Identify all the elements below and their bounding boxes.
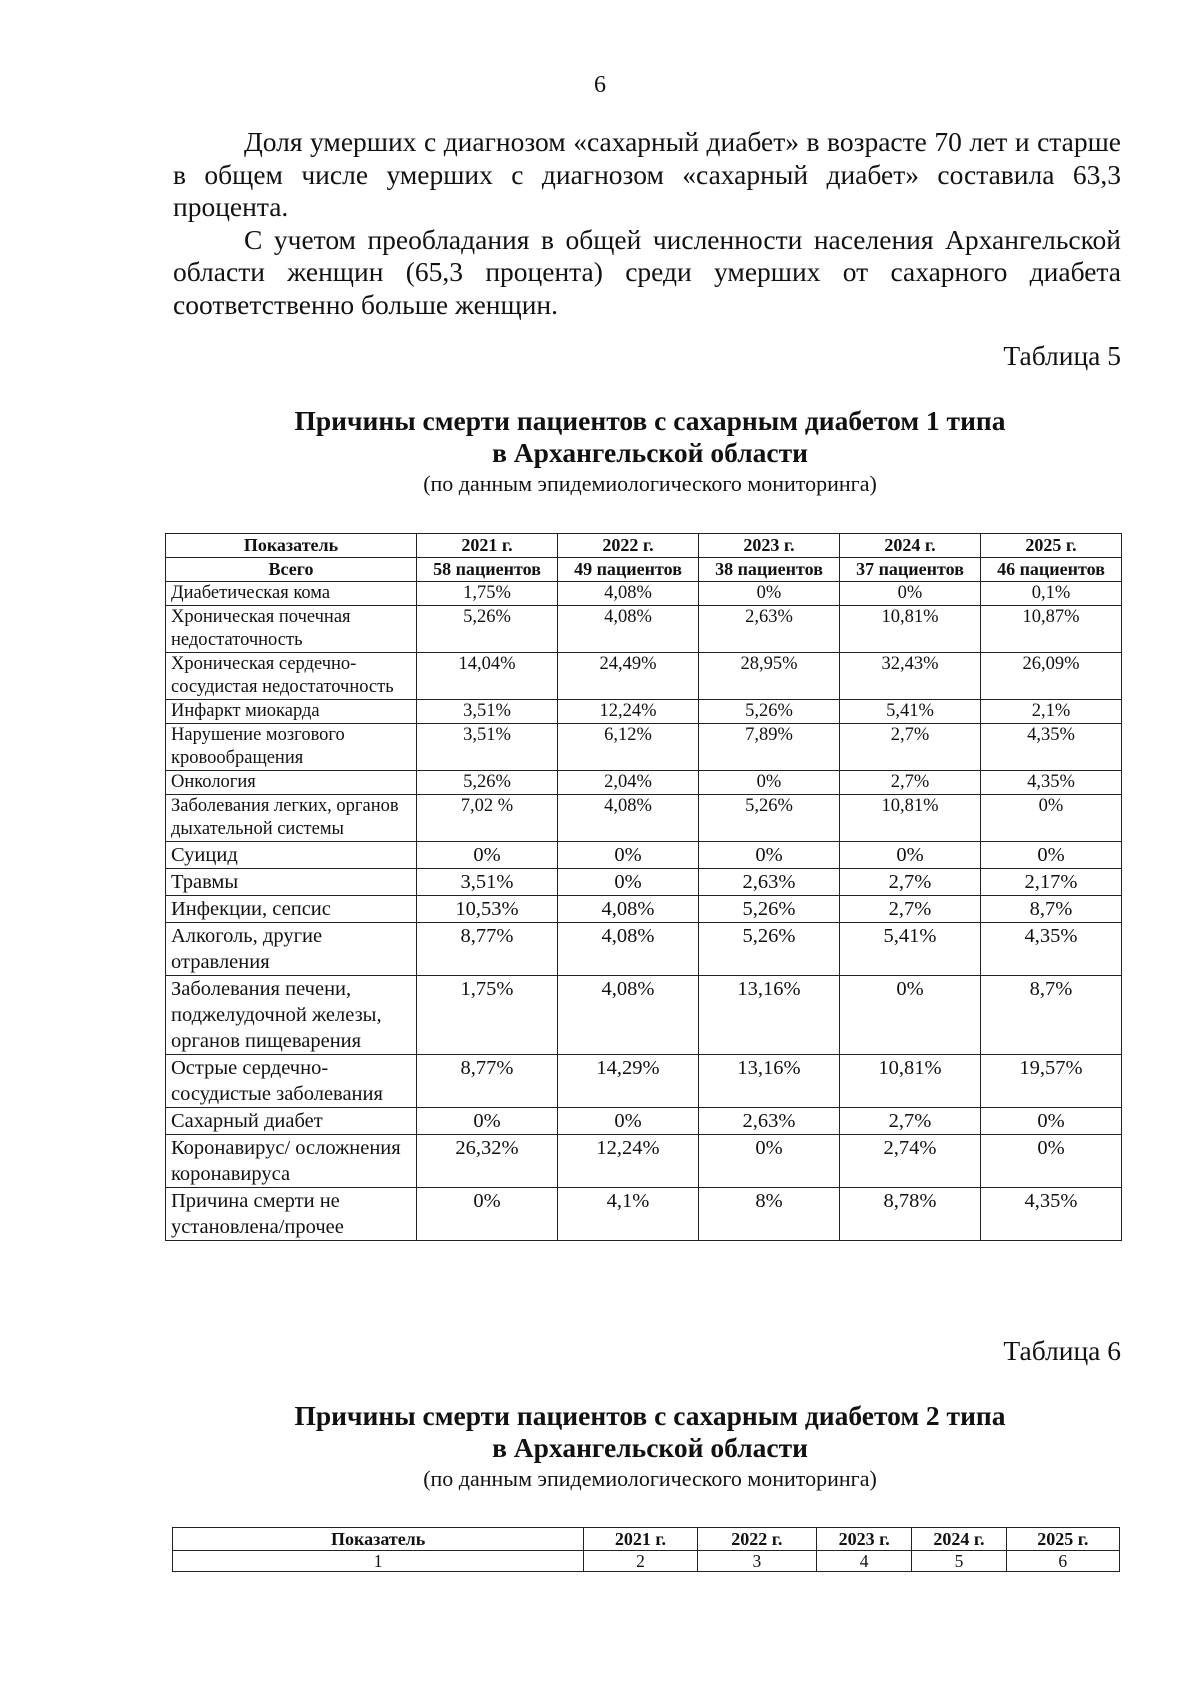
value-cell: 2,7% (840, 1108, 981, 1135)
value-cell: 0% (699, 771, 840, 795)
table-5-header-cell: Показатель (166, 534, 417, 558)
value-cell: 0% (840, 976, 981, 1055)
value-cell: 4,08% (558, 606, 699, 653)
value-cell: 28,95% (699, 653, 840, 700)
table-row (166, 976, 1122, 1055)
table-5-totals-cell: 37 пациентов (840, 558, 981, 582)
value-cell: 8,77% (417, 923, 558, 976)
value-cell: 5,26% (699, 795, 840, 842)
table-6-header-cell: 2022 г. (697, 1528, 816, 1551)
table-6-column-number: 5 (912, 1551, 1006, 1572)
table-5-totals-cell: 49 пациентов (558, 558, 699, 582)
value-cell: 7,89% (699, 724, 840, 771)
table-6-column-number: 2 (584, 1551, 697, 1572)
table-6-header-cell: 2023 г. (817, 1528, 912, 1551)
table-row (166, 771, 1122, 795)
value-cell: 13,16% (699, 976, 840, 1055)
table-6-column-number: 6 (1006, 1551, 1119, 1572)
table-row (166, 1108, 1122, 1135)
table-5-title-line-1: Причины смерти пациентов с сахарным диабетом 1 типа (294, 405, 1006, 436)
value-cell: 14,04% (417, 653, 558, 700)
value-cell: 0% (558, 1108, 699, 1135)
value-cell: 10,53% (417, 896, 558, 923)
table-6-label: Таблица 6 (1003, 1335, 1121, 1366)
table-5-totals-cell: Всего (166, 558, 417, 582)
table-6-column-number: 1 (173, 1551, 584, 1572)
row-label: Травмы (166, 869, 417, 896)
table-6-column-number: 4 (817, 1551, 912, 1572)
row-label: Хроническая почечная недостаточность (166, 606, 417, 653)
value-cell: 4,35% (981, 724, 1122, 771)
value-cell: 10,81% (840, 795, 981, 842)
value-cell: 0% (417, 842, 558, 869)
value-cell: 10,87% (981, 606, 1122, 653)
value-cell: 26,32% (417, 1135, 558, 1188)
row-label: Онкология (166, 771, 417, 795)
value-cell: 5,41% (840, 923, 981, 976)
row-label: Острые сердечно-сосудистые заболевания (166, 1055, 417, 1108)
value-cell: 1,75% (417, 976, 558, 1055)
table-6-subtitle: (по данным эпидемиологического мониторинга) (423, 1466, 877, 1491)
value-cell: 4,1% (558, 1188, 699, 1241)
row-label: Алкоголь, другие отравления (166, 923, 417, 976)
table-row (166, 842, 1122, 869)
value-cell: 4,35% (981, 1188, 1122, 1241)
row-label: Заболевания печени, поджелудочной железы, органов пищеварения (166, 976, 417, 1055)
paragraph-1: Доля умерших с диагнозом «сахарный диабет» в возрасте 70 лет и старше в общем числе умерших с диагнозом «сахарный диабет» составила 63,3 процента. (173, 126, 1121, 222)
value-cell: 12,24% (558, 1135, 699, 1188)
value-cell: 8,78% (840, 1188, 981, 1241)
value-cell: 2,63% (699, 869, 840, 896)
value-cell: 7,02 % (417, 795, 558, 842)
value-cell: 0% (558, 842, 699, 869)
value-cell: 3,51% (417, 869, 558, 896)
value-cell: 4,08% (558, 896, 699, 923)
value-cell: 2,74% (840, 1135, 981, 1188)
table-5 (165, 533, 1122, 1241)
body-text (173, 126, 1121, 321)
table-5-totals-cell: 58 пациентов (417, 558, 558, 582)
table-6-title-line-1: Причины смерти пациентов с сахарным диабетом 2 типа (294, 1400, 1006, 1431)
row-label: Сахарный диабет (166, 1108, 417, 1135)
value-cell: 5,26% (699, 896, 840, 923)
table-5-header-cell: 2025 г. (981, 534, 1122, 558)
value-cell: 4,35% (981, 923, 1122, 976)
value-cell: 8,7% (981, 976, 1122, 1055)
table-6-column-number: 3 (697, 1551, 816, 1572)
value-cell: 12,24% (558, 700, 699, 724)
table-row (166, 896, 1122, 923)
table-5-label: Таблица 5 (1003, 340, 1121, 371)
table-6 (172, 1527, 1120, 1572)
value-cell: 4,08% (558, 923, 699, 976)
value-cell: 0% (840, 842, 981, 869)
table-row (166, 1135, 1122, 1188)
value-cell: 0% (840, 582, 981, 606)
value-cell: 2,1% (981, 700, 1122, 724)
table-5-totals-cell: 38 пациентов (699, 558, 840, 582)
value-cell: 0% (981, 795, 1122, 842)
value-cell: 5,26% (699, 700, 840, 724)
value-cell: 14,29% (558, 1055, 699, 1108)
value-cell: 2,63% (699, 606, 840, 653)
value-cell: 2,17% (981, 869, 1122, 896)
table-row (166, 1055, 1122, 1108)
table-5-header-cell: 2023 г. (699, 534, 840, 558)
value-cell: 5,26% (417, 606, 558, 653)
value-cell: 0% (699, 582, 840, 606)
row-label: Инфекции, сепсис (166, 896, 417, 923)
value-cell: 1,75% (417, 582, 558, 606)
row-label: Диабетическая кома (166, 582, 417, 606)
value-cell: 0% (558, 869, 699, 896)
table-5-title (0, 405, 1200, 499)
value-cell: 3,51% (417, 724, 558, 771)
table-5-totals-row (166, 558, 1122, 582)
table-5-title-line-2: в Архангельской области (492, 437, 808, 468)
table-5-header-cell: 2022 г. (558, 534, 699, 558)
table-row (166, 869, 1122, 896)
paragraph-2: С учетом преобладания в общей численности населения Архангельской области женщин (65,3 процента) среди умерших от сахарного диабета соответственно больше женщин. (173, 223, 1121, 320)
row-label: Коронавирус/ осложнения коронавируса (166, 1135, 417, 1188)
table-row (166, 923, 1122, 976)
table-5-subtitle: (по данным эпидемиологического мониторинга) (423, 471, 877, 496)
value-cell: 2,7% (840, 771, 981, 795)
row-label: Причина смерти не установлена/прочее (166, 1188, 417, 1241)
value-cell: 0% (981, 842, 1122, 869)
value-cell: 4,08% (558, 795, 699, 842)
value-cell: 8,77% (417, 1055, 558, 1108)
table-6-title-line-2: в Архангельской области (492, 1432, 808, 1463)
value-cell: 0% (417, 1188, 558, 1241)
table-6-header-cell: 2025 г. (1006, 1528, 1119, 1551)
table-6-header-cell: 2024 г. (912, 1528, 1006, 1551)
value-cell: 0% (699, 1135, 840, 1188)
value-cell: 2,04% (558, 771, 699, 795)
table-5-totals-cell: 46 пациентов (981, 558, 1122, 582)
table-6-header-cell: 2021 г. (584, 1528, 697, 1551)
row-label: Суицид (166, 842, 417, 869)
table-row (166, 582, 1122, 606)
value-cell: 5,26% (699, 923, 840, 976)
table-row (166, 653, 1122, 700)
table-row (166, 606, 1122, 653)
value-cell: 19,57% (981, 1055, 1122, 1108)
value-cell: 0% (981, 1135, 1122, 1188)
table-row (166, 1188, 1122, 1241)
value-cell: 4,08% (558, 582, 699, 606)
value-cell: 0% (699, 842, 840, 869)
table-5-header-cell: 2024 г. (840, 534, 981, 558)
table-6-header-row (173, 1528, 1120, 1551)
page-number: 6 (594, 72, 606, 98)
value-cell: 2,63% (699, 1108, 840, 1135)
value-cell: 2,7% (840, 724, 981, 771)
value-cell: 5,41% (840, 700, 981, 724)
table-6-header-cell: Показатель (173, 1528, 584, 1551)
table-5-body (166, 582, 1122, 1241)
table-6-title (0, 1400, 1200, 1494)
value-cell: 8,7% (981, 896, 1122, 923)
value-cell: 4,35% (981, 771, 1122, 795)
value-cell: 24,49% (558, 653, 699, 700)
value-cell: 0% (417, 1108, 558, 1135)
value-cell: 5,26% (417, 771, 558, 795)
row-label: Инфаркт миокарда (166, 700, 417, 724)
table-row (166, 700, 1122, 724)
table-5-header-cell: 2021 г. (417, 534, 558, 558)
value-cell: 4,08% (558, 976, 699, 1055)
value-cell: 2,7% (840, 896, 981, 923)
value-cell: 6,12% (558, 724, 699, 771)
value-cell: 2,7% (840, 869, 981, 896)
row-label: Хроническая сердечно-сосудистая недостаточность (166, 653, 417, 700)
table-5-header-row (166, 534, 1122, 558)
value-cell: 13,16% (699, 1055, 840, 1108)
value-cell: 0,1% (981, 582, 1122, 606)
value-cell: 0% (981, 1108, 1122, 1135)
row-label: Нарушение мозгового кровообращения (166, 724, 417, 771)
value-cell: 3,51% (417, 700, 558, 724)
table-row (166, 724, 1122, 771)
value-cell: 8% (699, 1188, 840, 1241)
row-label: Заболевания легких, органов дыхательной системы (166, 795, 417, 842)
value-cell: 26,09% (981, 653, 1122, 700)
value-cell: 32,43% (840, 653, 981, 700)
table-row (166, 795, 1122, 842)
value-cell: 10,81% (840, 1055, 981, 1108)
table-6-column-numbers-row (173, 1551, 1120, 1572)
value-cell: 10,81% (840, 606, 981, 653)
